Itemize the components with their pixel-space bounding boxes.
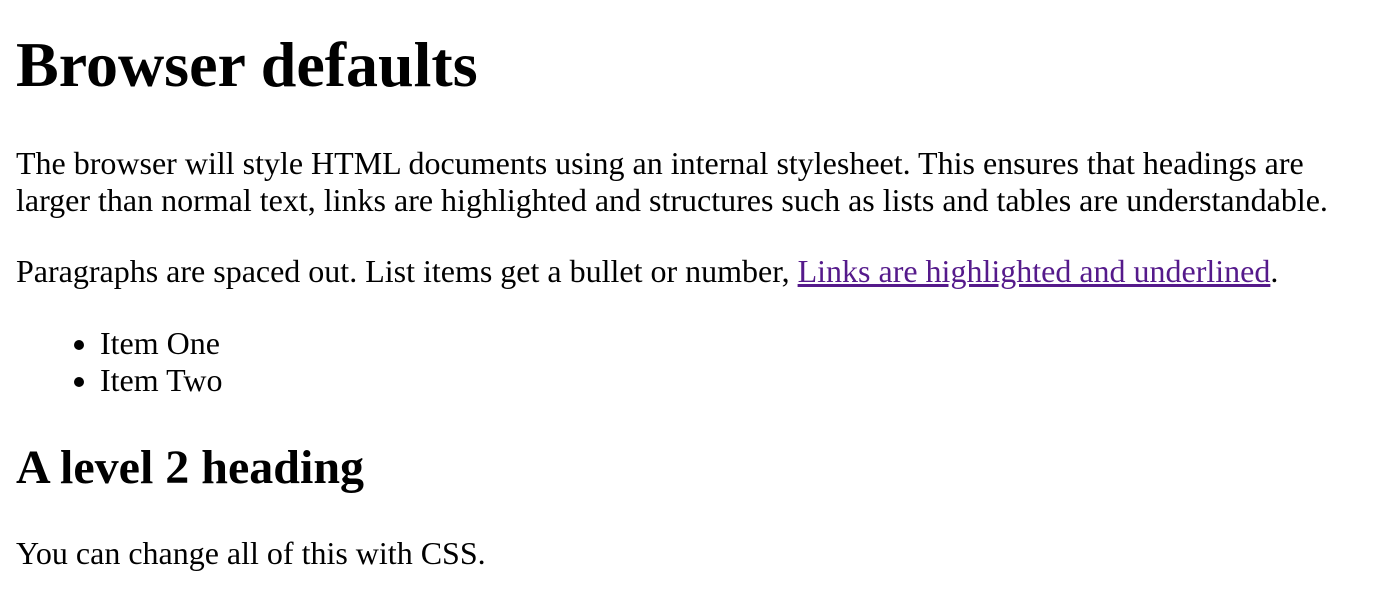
list-item: • Item Two bbox=[100, 362, 1369, 399]
closing-paragraph: You can change all of this with CSS. bbox=[16, 534, 486, 571]
second-paragraph-suffix: . bbox=[1270, 253, 1279, 290]
list-item: • Item One bbox=[100, 325, 1369, 362]
intro-paragraph: The browser will style HTML documents using an internal stylesheet. This ensures that headings are larger than normal text, links are highlighted and structures such as lists and tables are understandable. bbox=[16, 144, 1328, 219]
sample-link[interactable]: Links are highlighted and underlined bbox=[797, 253, 1271, 290]
second-paragraph-prefix: Paragraphs are spaced out. List items get a bullet or number, bbox=[16, 253, 798, 290]
section-heading: A level 2 heading bbox=[16, 440, 365, 494]
second-paragraph bbox=[16, 253, 1369, 290]
page-heading: Browser defaults bbox=[16, 29, 478, 100]
bullet-list bbox=[16, 325, 1369, 400]
